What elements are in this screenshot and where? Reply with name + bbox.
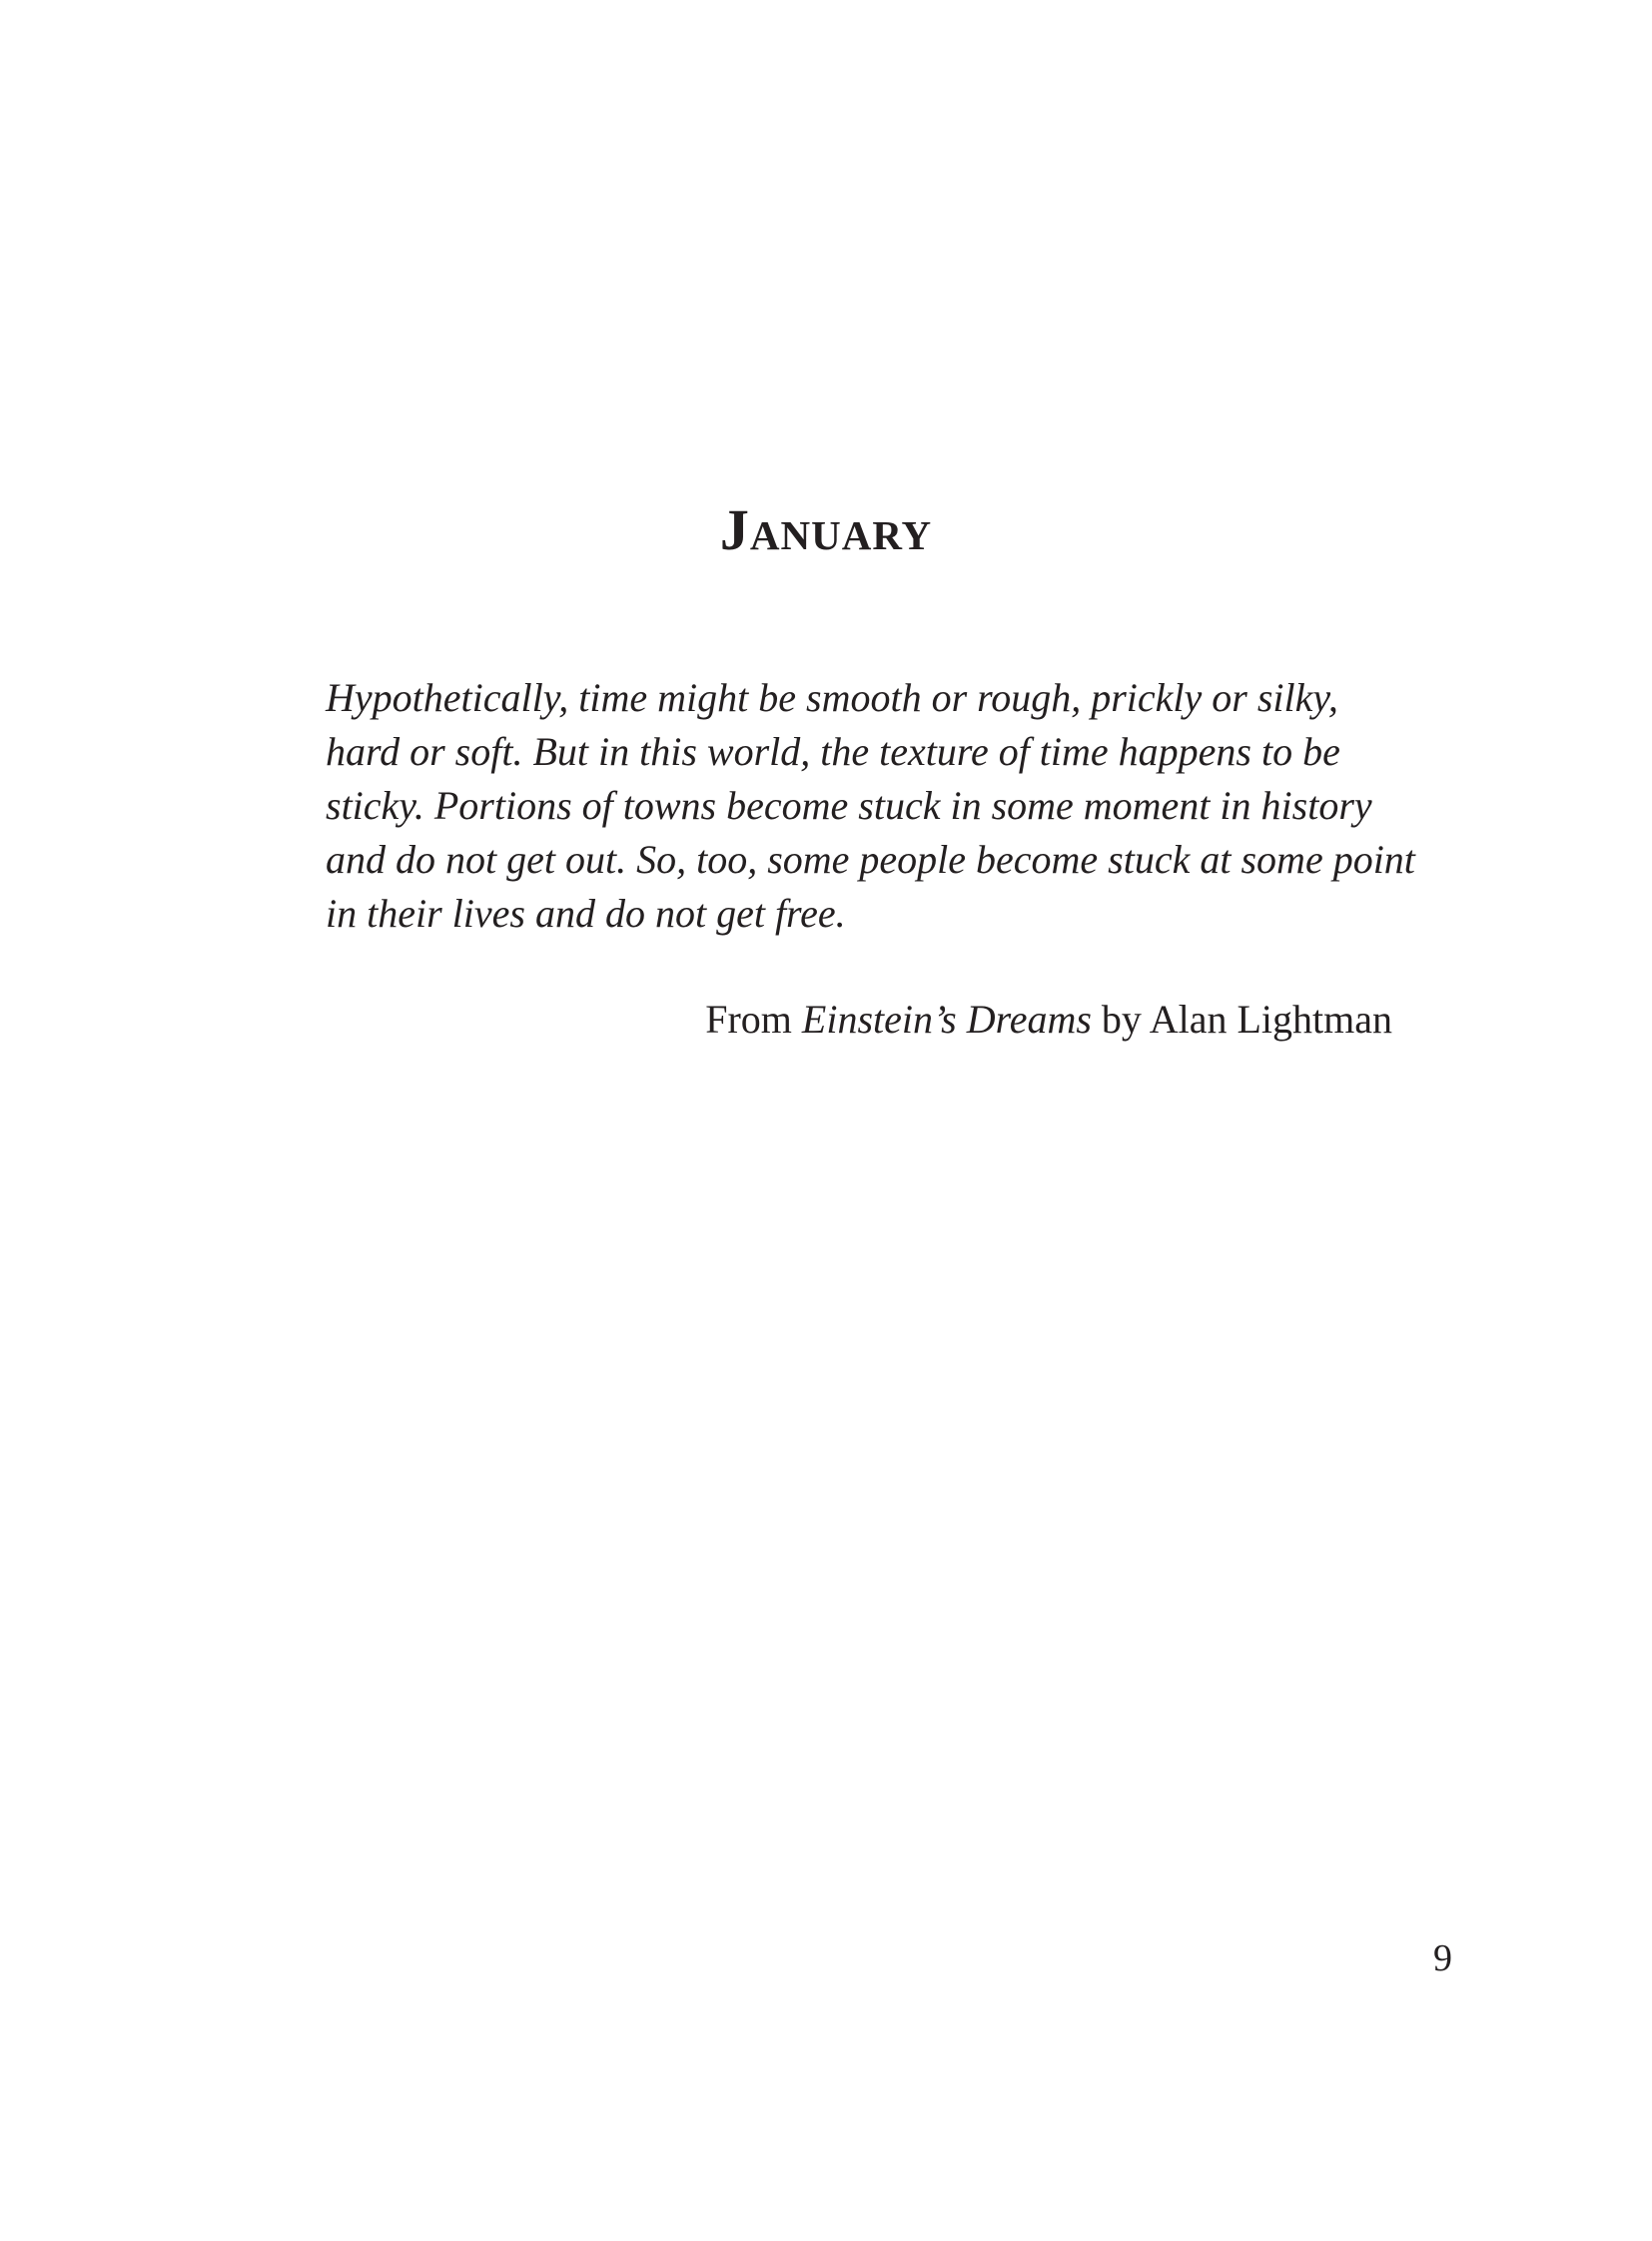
chapter-title: January: [719, 497, 933, 562]
quote-line: in their lives and do not get free.: [326, 891, 846, 936]
quote-line: and do not get out. So, too, some people become stuck at some point: [326, 837, 1415, 882]
attribution-connector: by: [1101, 997, 1142, 1042]
author-name: Alan Lightman: [1149, 997, 1392, 1042]
attribution-prefix: From: [705, 997, 792, 1042]
book-title: Einstein’s Dreams: [801, 997, 1092, 1042]
quote-line: sticky. Portions of towns become stuck in some moment in history: [326, 783, 1372, 828]
page-number: 9: [1433, 1937, 1452, 1979]
quote-attribution: [705, 995, 1392, 1045]
epigraph-quote: [326, 671, 1415, 941]
quote-line: Hypothetically, time might be smooth or rough, prickly or silky,: [326, 675, 1338, 720]
quote-line: hard or soft. But in this world, the texture of time happens to be: [326, 729, 1340, 774]
